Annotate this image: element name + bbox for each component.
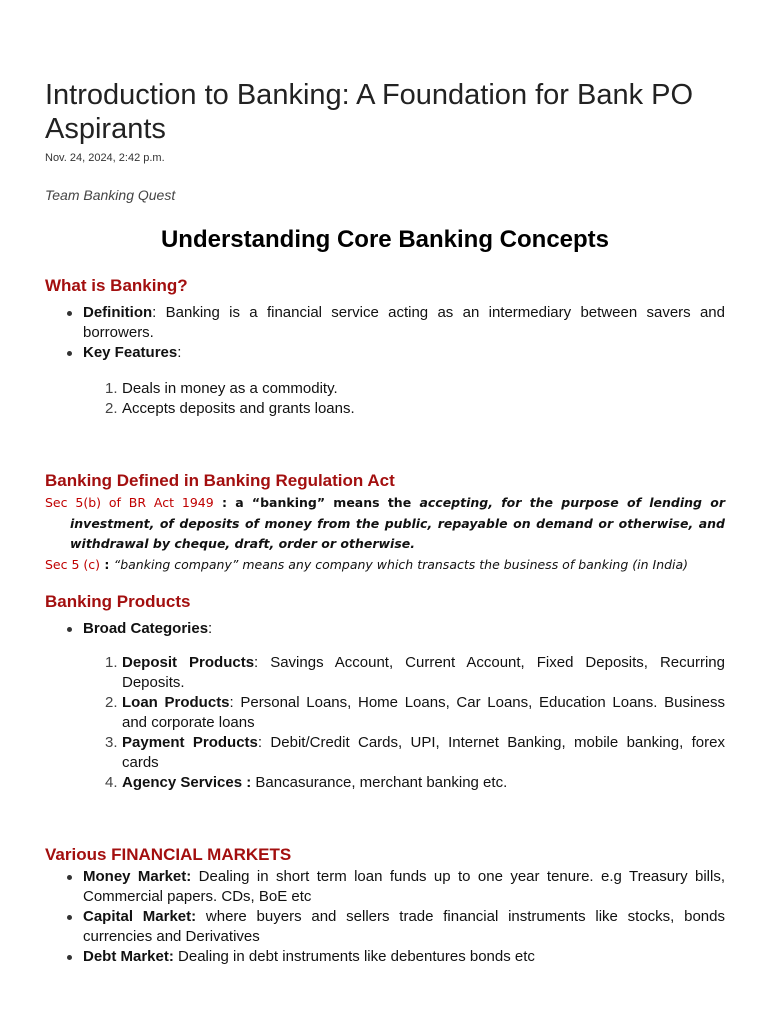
sec-5b-lead: : a “banking” means the <box>213 495 420 510</box>
product-categories-list <box>45 653 725 793</box>
what-is-banking-list <box>45 303 725 363</box>
market-text: Dealing in debt instruments like debentures bonds etc <box>173 948 535 965</box>
market-text: Dealing in short term loan funds up to one year tenure. e.g Treasury bills, Commercial papers. CDs, BoE etc <box>83 868 725 905</box>
sec-5b-quote: accepting, for the purpose of lending or investment, of deposits of money from the public, repayable on demand or otherwise, and withdrawal by cheque, draft, order or otherwise. <box>70 495 725 551</box>
sec-5b-definition <box>45 493 725 555</box>
sec-5c-quote: “banking company” means any company which transacts the business of banking (in India) <box>113 556 689 572</box>
broad-categories-label: Broad Categories <box>83 620 209 637</box>
sec-5c-sep: : <box>100 556 114 572</box>
key-features-list <box>45 379 725 419</box>
sec-5c-ref: Sec 5 (c) <box>45 556 101 572</box>
list-item <box>122 733 725 773</box>
post-author: Team Banking Quest <box>45 187 176 203</box>
list-item <box>83 343 725 363</box>
definition-text: : Banking is a financial service acting as an intermediary between savers and borrowers. <box>83 304 725 341</box>
product-text: Bancasurance, merchant banking etc. <box>251 774 508 791</box>
list-item <box>83 303 725 343</box>
main-heading: Understanding Core Banking Concepts <box>160 226 610 253</box>
product-label: Loan Products <box>122 694 230 711</box>
product-label: Agency Services : <box>122 774 252 791</box>
list-item <box>83 907 725 947</box>
list-item <box>122 693 725 733</box>
banking-products-list <box>45 619 725 639</box>
list-item <box>83 947 725 967</box>
product-label: Deposit Products <box>122 654 255 671</box>
definition-label: Definition <box>83 304 153 321</box>
list-item <box>83 867 725 907</box>
sec-5c-definition <box>45 555 725 576</box>
market-label: Debt Market: <box>83 948 174 965</box>
list-item <box>122 773 725 793</box>
key-features-colon: : <box>177 344 182 361</box>
financial-markets-heading: Various FINANCIAL MARKETS <box>45 845 292 864</box>
sec-5b-ref: Sec 5(b) of BR Act 1949 <box>45 495 214 510</box>
regulation-act-heading: Banking Defined in Banking Regulation Act <box>45 471 395 490</box>
market-label: Capital Market: <box>83 908 197 925</box>
product-label: Payment Products <box>122 734 258 751</box>
post-title: Introduction to Banking: A Foundation for Bank PO Aspirants <box>45 79 694 145</box>
list-item: Accepts deposits and grants loans. <box>122 400 355 417</box>
key-features-label: Key Features <box>83 344 178 361</box>
financial-markets-list <box>45 867 725 967</box>
list-item: Deals in money as a commodity. <box>122 380 338 397</box>
banking-products-heading: Banking Products <box>45 592 191 611</box>
post-date: Nov. 24, 2024, 2:42 p.m. <box>45 152 165 164</box>
list-item <box>83 619 725 639</box>
market-label: Money Market: <box>83 868 192 885</box>
product-text: : Debit/Credit Cards, UPI, Internet Banking, mobile banking, forex cards <box>122 734 725 771</box>
broad-categories-colon: : <box>208 620 213 637</box>
what-is-banking-heading: What is Banking? <box>45 276 188 295</box>
market-text: where buyers and sellers trade financial instruments like stocks, bonds currencies and Derivatives <box>83 908 725 945</box>
product-text: : Savings Account, Current Account, Fixed Deposits, Recurring Deposits. <box>122 654 725 691</box>
product-text: : Personal Loans, Home Loans, Car Loans, Education Loans. Business and corporate loans <box>122 694 725 731</box>
list-item <box>122 653 725 693</box>
